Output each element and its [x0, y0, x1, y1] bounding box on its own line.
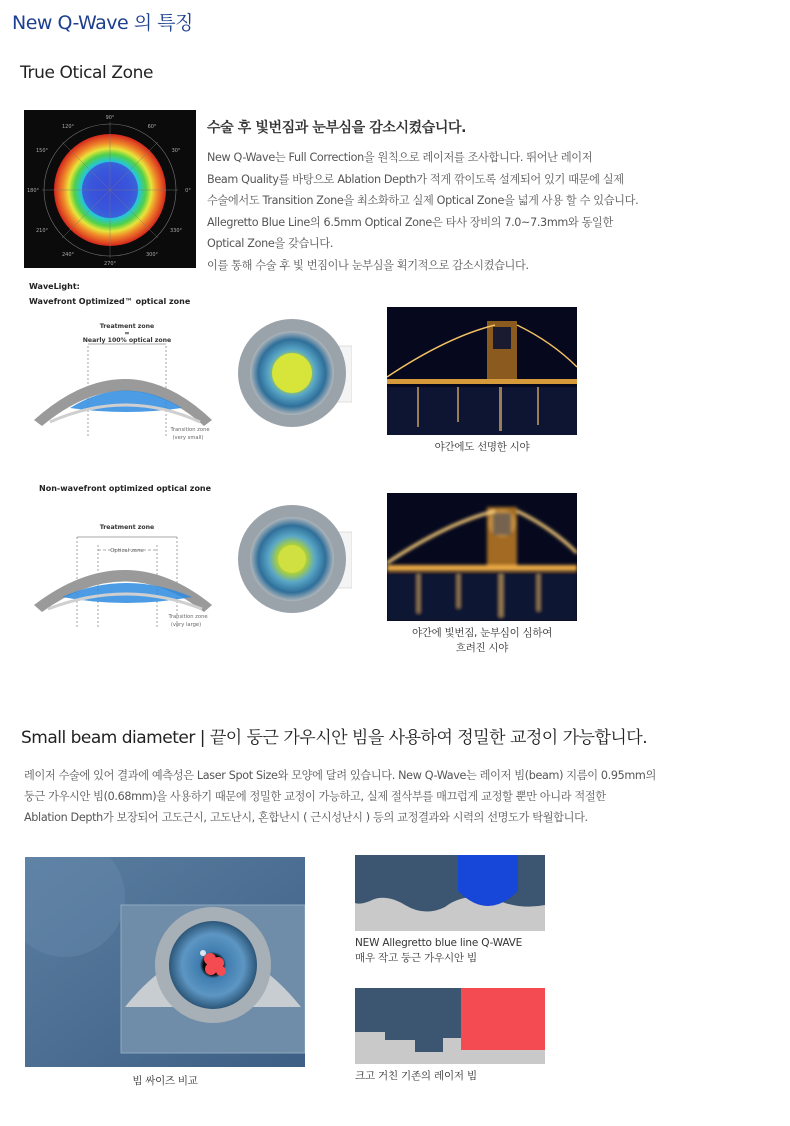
- topo-label: 330°: [169, 228, 183, 234]
- topo-label: 300°: [145, 252, 159, 258]
- page-title: New Q-Wave 의 특징: [12, 12, 193, 34]
- optical-zone-description: [207, 147, 677, 276]
- caption-line: 매우 작고 둥근 가우시안 빔: [355, 952, 477, 964]
- topo-label: 240°: [61, 252, 75, 258]
- topo-label: 180°: [26, 188, 40, 194]
- paragraph-line: 레이저 수술에 있어 결과에 예측성은 Laser Spot Size와 모양에 달려 있습니다. New Q-Wave는 레이저 빔(beam) 지름이 0.95mm의: [24, 769, 656, 782]
- paragraph-line: Beam Quality를 바탕으로 Ablation Depth가 적게 깎이도록 설계되어 있기 때문에 실제: [207, 172, 624, 186]
- topo-label: 150°: [35, 148, 49, 154]
- paragraph-line: 수술에서도 Transition Zone을 최소화하고 실제 Optical Zone을 넓게 사용 할 수 있습니다.: [207, 194, 639, 207]
- eye-closeup-large-zone: [232, 504, 352, 614]
- transition-zone-label: Transition zone: [168, 614, 208, 620]
- night-bridge-photo-blurry: [387, 493, 577, 621]
- topo-label: 210°: [35, 228, 49, 234]
- section-title-optical-zone: True Otical Zone: [20, 63, 154, 83]
- caption-clear-night-view: 야간에도 선명한 시야: [434, 441, 530, 453]
- small-beam-description: [24, 765, 744, 828]
- paragraph-line: 이를 통해 수술 후 빛 번짐이나 눈부심을 획기적으로 감소시켰습니다.: [207, 258, 529, 272]
- paragraph-line: New Q-Wave는 Full Correction을 원칙으로 레이저를 조사합니다. 뛰어난 레이저: [207, 151, 593, 164]
- night-bridge-photo-clear: [387, 307, 577, 435]
- transition-zone-size: (very large): [170, 622, 202, 628]
- paragraph-line: Allegretto Blue Line의 6.5mm Optical Zone은 타사 장비의 7.0~7.3mm와 동일한: [207, 215, 613, 229]
- equals-sign: =: [124, 330, 130, 337]
- caption-conventional-beam: 크고 거친 기존의 레이저 빔: [355, 1070, 477, 1082]
- topo-label: 60°: [147, 124, 157, 130]
- topo-label: 90°: [105, 115, 115, 121]
- caption-gaussian-beam: [355, 936, 575, 966]
- caption-line: NEW Allegretto blue line Q-WAVE: [355, 937, 523, 949]
- topo-label: 270°: [103, 261, 117, 267]
- paragraph-line: Ablation Depth가 보장되어 고도근시, 고도난시, 혼합난시 ( 근시성난시 ) 등의 교정결과와 시력의 선명도가 탁월합니다.: [24, 811, 588, 824]
- gaussian-beam-illustration: [355, 855, 545, 931]
- non-wavefront-title: Non-wavefront optimized optical zone: [39, 484, 212, 493]
- conventional-beam-illustration: [355, 988, 545, 1064]
- cornea-diagram-wavefront: [30, 318, 220, 448]
- paragraph-line: 둥근 가우시안 빔(0.68mm)을 사용하기 때문에 정밀한 교정이 가능하고, 실제 절삭부를 매끄럽게 교정할 뿐만 아니라 적절한: [24, 790, 606, 803]
- topo-label: 0°: [185, 188, 191, 194]
- treatment-zone-label: Treatment zone: [99, 323, 155, 330]
- caption-line: 흐려진 시야: [455, 642, 509, 654]
- section-title-small-beam: Small beam diameter | 끝이 둥근 가우시안 빔을 사용하여 정밀한 교정이 가능합니다.: [21, 728, 648, 748]
- caption-blurry-night-view: [387, 626, 577, 656]
- optical-zone-label: Nearly 100% optical zone: [82, 337, 172, 344]
- transition-zone-size: (very small): [172, 435, 204, 441]
- optical-zone-label: Optical zone: [110, 548, 144, 554]
- wavelight-brand: WaveLight:: [29, 282, 80, 291]
- treatment-zone-label: Treatment zone: [99, 524, 155, 531]
- eye-closeup-small-zone: [232, 318, 352, 428]
- topo-label: 30°: [171, 148, 181, 154]
- headline-glare-reduction: 수술 후 빛번짐과 눈부심을 감소시켰습니다.: [207, 120, 467, 136]
- corneal-topography-map: [24, 110, 196, 268]
- wavefront-optimized-title: Wavefront Optimized™ optical zone: [29, 297, 191, 306]
- caption-beam-size-comparison: 빔 싸이즈 비교: [132, 1075, 198, 1087]
- paragraph-line: Optical Zone을 갖습니다.: [207, 237, 334, 250]
- cornea-diagram-non-wavefront: [30, 517, 220, 637]
- caption-line: 야간에 빛번짐, 눈부심이 심하여: [411, 627, 553, 639]
- topo-label: 120°: [61, 124, 75, 130]
- transition-zone-label: Transition zone: [170, 427, 210, 433]
- beam-size-comparison-image: [25, 857, 305, 1067]
